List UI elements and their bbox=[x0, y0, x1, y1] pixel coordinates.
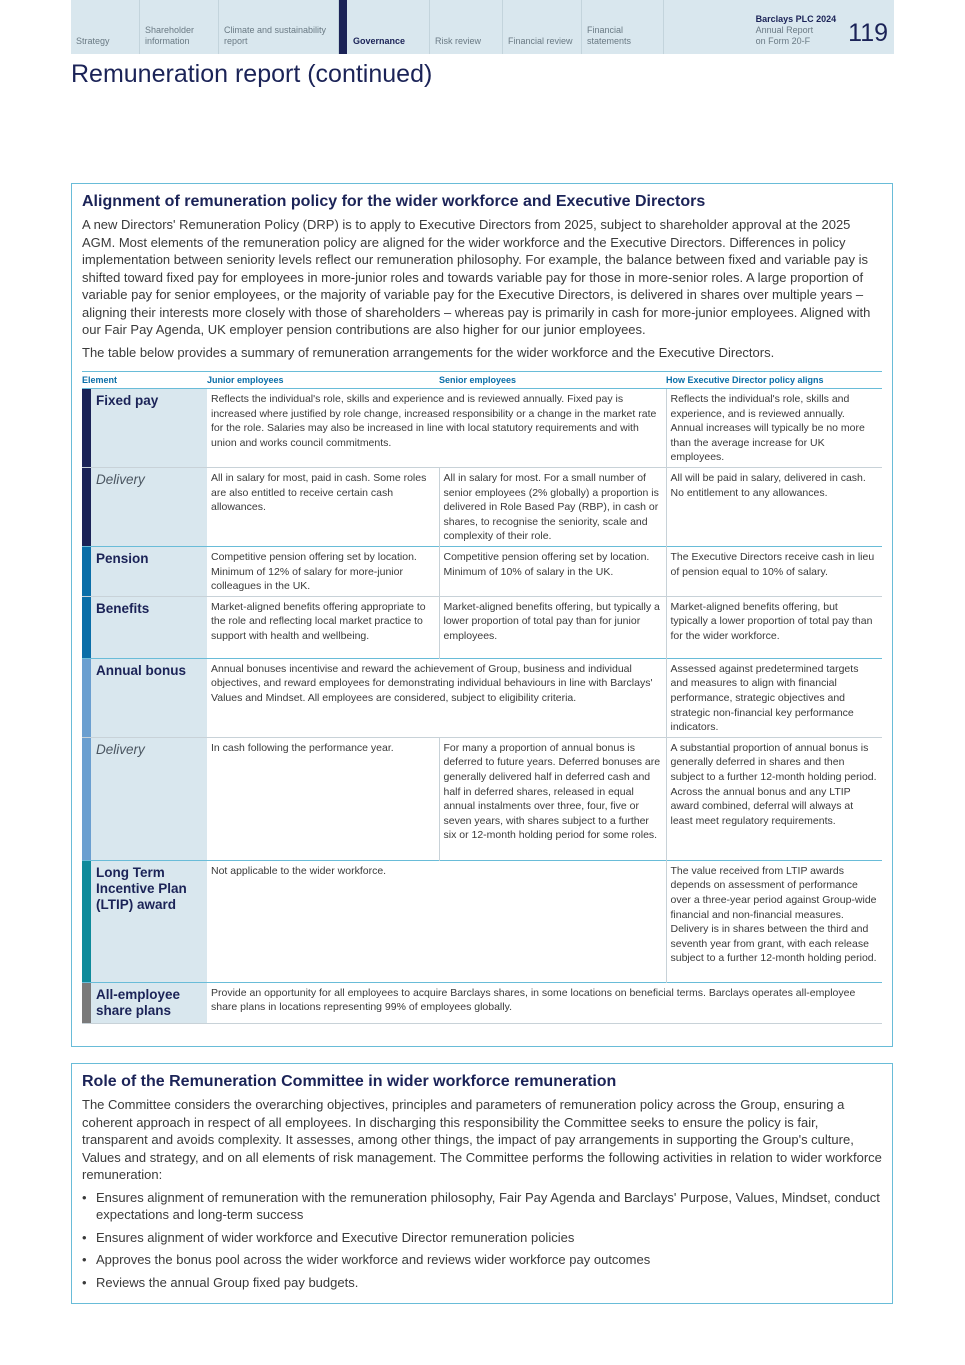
nav-tab-financial-statements[interactable]: Financial statements bbox=[582, 0, 664, 54]
page-number: 119 bbox=[848, 19, 888, 47]
table-row-fixed-pay: Fixed pay Reflects the individual's role, skills and experience and is reviewed annually. Fixed pay is increased where justified by role change, increased responsibility or a change in the market rate for the role. Salaries may also be increased in line with local statutory requirements and with union and works council commitments. Reflects the individual's role, skills and experience, and is reviewed annually. Annual increases will typically be no more than the average increase for UK employees. bbox=[82, 389, 882, 468]
nav-tab-shareholder-information[interactable]: Shareholder information bbox=[140, 0, 219, 54]
bullet-icon: • bbox=[82, 1189, 87, 1205]
bullet-icon: • bbox=[82, 1229, 87, 1245]
committee-title: Role of the Remuneration Committee in wider workforce remuneration bbox=[82, 1073, 617, 1090]
table-row-pension: Pension Competitive pension offering set by location. Minimum of 12% of salary for more-junior colleagues in the UK. Competitive pension offering set by location. Minimum of 10% of salary in the UK. The Executive Directors receive cash in lieu of pension equal to 10% of salary. bbox=[82, 546, 882, 596]
list-item: • Approves the bonus pool across the wider workforce and reviews wider workforce pay outcomes bbox=[82, 1252, 651, 1267]
table-row-ltip: Long Term Incentive Plan (LTIP) award Not applicable to the wider workforce. The value received from LTIP awards depends on assessment of performance over a three-year period against Group-wide financial and non-financial measures. Delivery is in shares between the third and seventh year from grant, with each release subject to a further 12-month holding period. bbox=[82, 860, 882, 982]
committee-activities bbox=[82, 1189, 882, 1292]
color-bar bbox=[82, 597, 91, 658]
alignment-title: Alignment of remuneration policy for the wider workforce and Executive Directors bbox=[82, 193, 706, 210]
report-brand bbox=[756, 0, 894, 54]
remuneration-table bbox=[82, 371, 882, 1024]
page-title: Remuneration report (continued) bbox=[71, 60, 433, 88]
color-bar bbox=[82, 738, 91, 860]
table-row-bonus-delivery: Delivery In cash following the performance year. For many a proportion of annual bonus is deferred to future years. Deferred bonuses are generally delivered half in deferred cash and half in deferred shares, released in equal annual instalments over three, four, five or seven years, with shares subject to a further six or 12-month holding period for some roles. A substantial proportion of annual bonus is generally deferred in shares and then subject to a further 12-month holding period. Across the annual bonus and any LTIP award combined, deferral will always at least meet regulatory requirements. bbox=[82, 737, 882, 860]
list-item: • Reviews the annual Group fixed pay budgets. bbox=[82, 1274, 359, 1290]
alignment-intro: A new Directors' Remuneration Policy (DRP) is to apply to Executive Directors from 2025, subject to shareholder approval at the 2025 AGM. Most elements of the remuneration policy are aligned for the wider workforce and the Executive Directors. Differences in policy implementation between seniority levels reflect our remuneration philosophy. For example, the balance between fixed and variable pay is shifted toward fixed pay for employees in more-junior roles and towards variable pay for those in more-senior roles. A large proportion of variable pay for senior employees, or the majority of variable pay for the Executive Directors, is delivered in shares over multiple years – aligning their interests more closely with those of shareholders – whereas pay is primarily in cash for more-junior employees. Aligned with our Fair Pay Agenda, UK employer pension contributions are also higher for our junior employees. bbox=[82, 217, 871, 337]
bullet-icon: • bbox=[82, 1252, 87, 1267]
nav-tab-governance[interactable]: Governance bbox=[339, 0, 430, 54]
color-bar bbox=[82, 983, 91, 1023]
table-row-share-plans: All-employee share plans Provide an opportunity for all employees to acquire Barclays shares, in some locations on beneficial terms. Barclays operates all-employee share plans in locations representing 99% of employees globally. bbox=[82, 982, 882, 1023]
report-title: Barclays PLC 2024 Annual Report on Form 20-F bbox=[755, 14, 837, 46]
nav-tab-risk-review[interactable]: Risk review bbox=[430, 0, 503, 54]
color-bar bbox=[82, 547, 91, 596]
committee-intro: The Committee considers the overarching objectives, principles and parameters of remuneration policy across the Group, ensuring a coherent approach in respect of all employees. In discharging this responsibility the Committee seeks to ensure the policy is fair, transparent and avoids complexity. It assesses, among other things, the impact of pay arrangements in supporting the Group's culture, Values and strategy, and on all elements of risk management. The Committee performs the following activities in relation to wider workforce remuneration: bbox=[82, 1097, 882, 1182]
table-row-fixed-delivery: Delivery All in salary for most, paid in cash. Some roles are also entitled to receive certain cash allowances. All in salary for most. For a small number of senior employees (2% globally) a proportion is delivered in Role Based Pay (RBP), in cash or shares, to recognise the seniority, scale and complexity of their role. All will be paid in salary, delivered in cash. No entitlement to any allowances. bbox=[82, 467, 882, 546]
nav-tab-financial-review[interactable]: Financial review bbox=[503, 0, 582, 54]
list-item: • Ensures alignment of wider workforce and Executive Director remuneration policies bbox=[82, 1229, 575, 1245]
bullet-icon: • bbox=[82, 1274, 87, 1290]
nav-tab-climate[interactable]: Climate and sustainability report bbox=[219, 0, 339, 54]
alignment-table-intro: The table below provides a summary of remuneration arrangements for the wider workforce and the Executive Directors. bbox=[82, 344, 775, 360]
table-row-benefits: Benefits Market-aligned benefits offering appropriate to the role and reflecting local market practice to support with health and wellbeing. Market-aligned benefits offering, but typically a lower proportion of total pay than for junior employees. Market-aligned benefits offering, but typically a lower proportion of total pay than for the wider workforce. bbox=[82, 596, 882, 658]
color-bar bbox=[82, 389, 91, 467]
list-item: • Ensures alignment of remuneration with the remuneration philosophy, Fair Pay Agenda and Barclays' Purpose, Values, Mindset, conduct expectations and long-term success bbox=[82, 1189, 880, 1222]
table-header: Element Junior employees Senior employees How Executive Director policy aligns bbox=[82, 372, 882, 389]
nav-tab-strategy[interactable]: Strategy bbox=[71, 0, 140, 54]
color-bar bbox=[82, 468, 91, 546]
color-bar bbox=[82, 861, 91, 982]
alignment-section bbox=[71, 183, 893, 1047]
color-bar bbox=[82, 659, 91, 737]
committee-section bbox=[71, 1063, 893, 1304]
top-navigation bbox=[71, 0, 894, 54]
table-row-annual-bonus: Annual bonus Annual bonuses incentivise and reward the achievement of Group, business and individual objectives, and reward employees for demonstrating individual behaviours in line with Barclays' Values and Mindset. All employees are considered, subject to eligibility criteria. Assessed against predetermined targets and measures to align with financial performance, strategic objectives and strategic non-financial key performance indicators. bbox=[82, 658, 882, 737]
